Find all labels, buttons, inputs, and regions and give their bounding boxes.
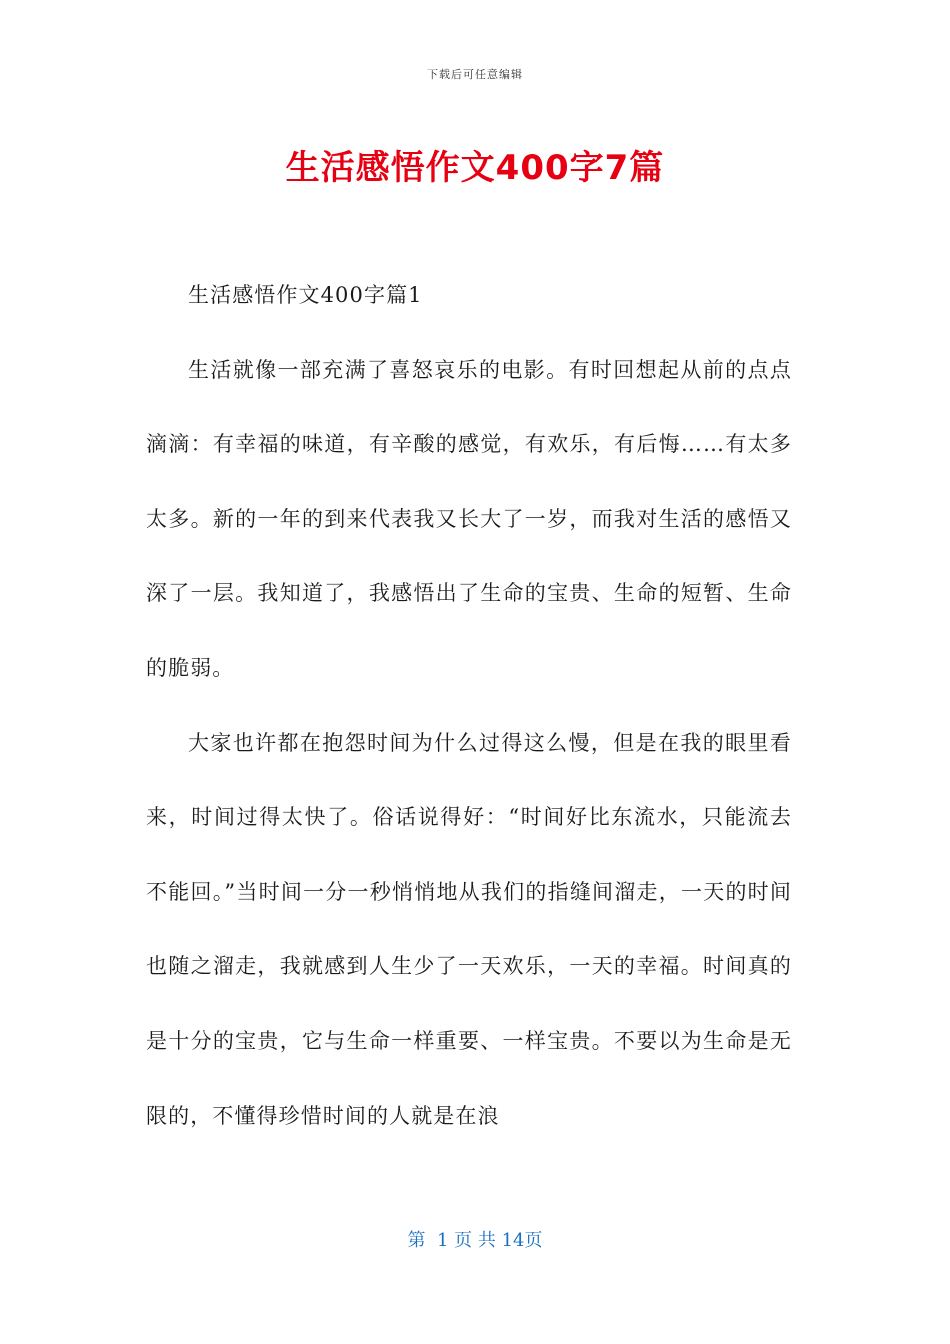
paragraph: 大家也许都在抱怨时间为什么过得这么慢，但是在我的眼里看来，时间过得太快了。俗话说得好：“时间好比东流水，只能流去不能回。”当时间一分一秒悄悄地从我们的指缝间溜走，一天的时间也随之溜走，我就感到人生少了一天欢乐，一天的幸福。时间真的是十分的宝贵，它与生命一样重要、一样宝贵。不要以为生命是无限的，不懂得珍惜时间的人就是在浪 xyxy=(146,730,792,1128)
header-note: 下载后可任意编辑 xyxy=(427,68,523,81)
page-footer: 第 1 页 共 14页 xyxy=(407,1230,543,1251)
paragraph: 生活就像一部充满了喜怒哀乐的电影。有时回想起从前的点点滴滴：有幸福的味道，有辛酸的感觉，有欢乐，有后悔……有太多太多。新的一年的到来代表我又长大了一岁，而我对生活的感悟又深了一层。我知道了，我感悟出了生命的宝贵、生命的短暂、生命的脆弱。 xyxy=(146,357,792,680)
document-body xyxy=(146,258,792,1153)
section-heading: 生活感悟作文400字篇1 xyxy=(188,283,423,307)
document-title: 生活感悟作文400字7篇 xyxy=(285,148,665,188)
